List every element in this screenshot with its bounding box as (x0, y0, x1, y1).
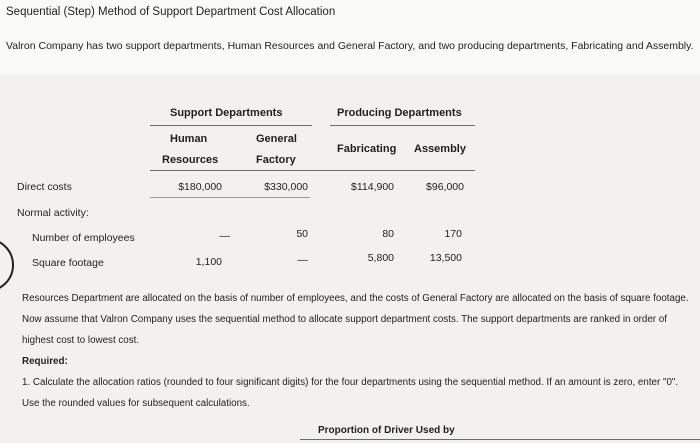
proportion-header-rule (300, 439, 700, 440)
support-departments-header: Support Departments (170, 107, 283, 119)
row-label-employees: Number of employees (32, 232, 135, 244)
cell-sqft-fabricating: 5,800 (367, 252, 394, 264)
instructions-section (22, 288, 697, 414)
navigation-circle-icon[interactable] (0, 238, 14, 292)
producing-header-rule (330, 125, 475, 126)
row-label-sqft: Square footage (32, 257, 104, 269)
col-assembly: Assembly (414, 143, 466, 155)
cell-sqft-general: — (297, 254, 308, 266)
cell-sqft-human: 1,100 (195, 256, 222, 268)
cell-direct-general: $330,000 (264, 181, 308, 193)
support-header-rule (150, 125, 312, 126)
row-label-direct-costs: Direct costs (17, 181, 72, 193)
page-title: Sequential (Step) Method of Support Department Cost Allocation (6, 6, 336, 18)
col-general-line1: General (256, 133, 297, 145)
required-heading: Required: (22, 356, 68, 367)
cell-direct-assembly: $96,000 (426, 181, 464, 193)
intro-text: Valron Company has two support departments, Human Resources and General Factory, and two producing departments, Fabricating and Assembly. (6, 40, 694, 52)
col-general-line2: Factory (256, 154, 296, 166)
cell-direct-human: $180,000 (178, 181, 222, 193)
required-item-1: 1. Calculate the allocation ratios (rounded to four significant digits) for the four departments using the sequential method. If an amount is zero, enter "0". Use the rounded values for subsequent calculations. (22, 377, 679, 409)
row-label-normal-activity: Normal activity: (17, 207, 89, 219)
direct-costs-rule-support (150, 197, 310, 198)
cell-employees-assembly: 170 (444, 228, 462, 240)
cell-employees-general: 50 (296, 228, 308, 240)
cell-sqft-assembly: 13,500 (429, 252, 462, 264)
col-fabricating: Fabricating (337, 143, 397, 155)
allocation-basis-text: Resources Department are allocated on the basis of number of employees, and the costs of General Factory are allocated on the basis of square footage. Now assume that Valron Company uses the sequential method to allocate support department costs. The support departments are ranked in order of highest cost to lowest cost. (22, 293, 689, 346)
col-human-line1: Human (170, 133, 208, 145)
cell-employees-human: — (219, 230, 230, 242)
column-header-rule (150, 170, 475, 171)
proportion-of-driver-header: Proportion of Driver Used by (318, 425, 455, 436)
cell-employees-fabricating: 80 (382, 228, 394, 240)
cell-direct-fabricating: $114,900 (350, 181, 394, 193)
col-human-line2: Resources (162, 154, 219, 166)
producing-departments-header: Producing Departments (337, 107, 462, 119)
